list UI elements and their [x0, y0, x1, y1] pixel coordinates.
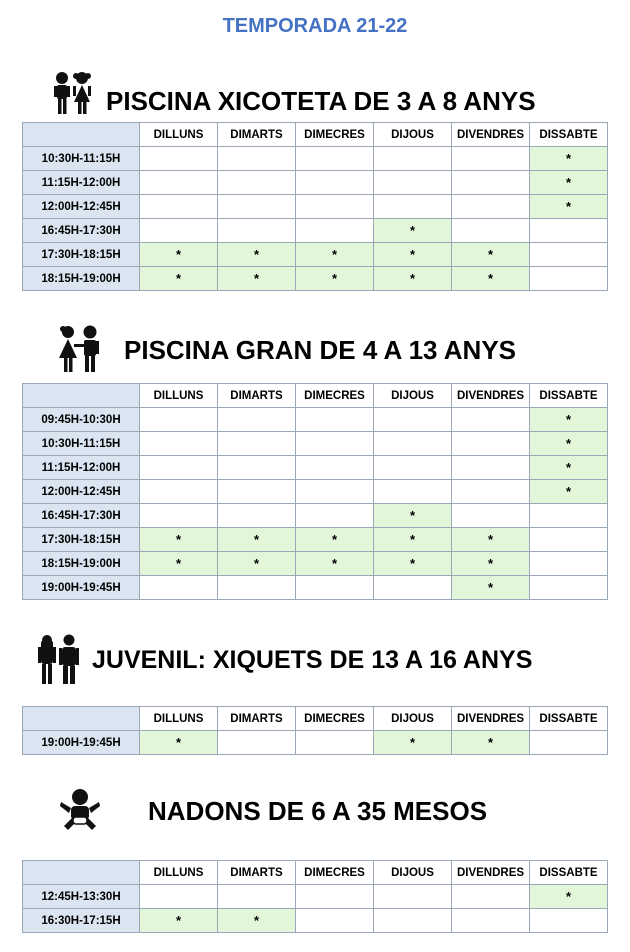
- session-cell: [296, 885, 374, 909]
- session-cell: [296, 576, 374, 600]
- corner-cell: [23, 123, 140, 147]
- day-header: DIJOUS: [374, 707, 452, 731]
- session-cell-active: *: [218, 528, 296, 552]
- session-cell: [452, 885, 530, 909]
- table-row: [23, 552, 608, 576]
- section-title-babies: NADONS DE 6 A 35 MESOS: [148, 796, 488, 826]
- session-cell-active: *: [452, 552, 530, 576]
- session-cell-active: *: [140, 552, 218, 576]
- session-cell-active: *: [374, 243, 452, 267]
- session-cell: [140, 504, 218, 528]
- session-cell: [296, 731, 374, 755]
- table-row: [23, 267, 608, 291]
- session-cell-active: *: [452, 731, 530, 755]
- session-cell: [296, 171, 374, 195]
- session-cell: [452, 147, 530, 171]
- session-cell-active: *: [218, 267, 296, 291]
- session-cell: [218, 219, 296, 243]
- session-cell-active: *: [140, 909, 218, 933]
- table-row: [23, 171, 608, 195]
- session-cell: [452, 504, 530, 528]
- day-header: DISSABTE: [530, 861, 608, 885]
- session-cell: [296, 480, 374, 504]
- time-slot: 09:45H-10:30H: [23, 408, 140, 432]
- kids-holding-hands-icon: [55, 324, 103, 374]
- session-cell: [452, 219, 530, 243]
- day-header: DILLUNS: [140, 123, 218, 147]
- session-cell: [452, 408, 530, 432]
- session-cell: [296, 432, 374, 456]
- session-cell: [140, 480, 218, 504]
- session-cell-active: *: [218, 909, 296, 933]
- session-cell: [530, 243, 608, 267]
- session-cell-active: *: [296, 528, 374, 552]
- time-slot: 19:00H-19:45H: [23, 576, 140, 600]
- children-icon: [52, 70, 94, 116]
- session-cell-active: *: [452, 528, 530, 552]
- session-cell: [530, 552, 608, 576]
- schedule-table-big-pool: [22, 383, 608, 600]
- schedule-table-babies: [22, 860, 608, 933]
- day-header: DIVENDRES: [452, 123, 530, 147]
- session-cell-active: *: [374, 552, 452, 576]
- session-cell-active: *: [374, 219, 452, 243]
- day-header: DIVENDRES: [452, 707, 530, 731]
- schedule-table-youth: [22, 706, 608, 755]
- session-cell-active: *: [374, 528, 452, 552]
- day-header: DIMECRES: [296, 707, 374, 731]
- session-cell: [218, 480, 296, 504]
- session-cell: [218, 885, 296, 909]
- session-cell-active: *: [530, 480, 608, 504]
- session-cell: [530, 219, 608, 243]
- time-slot: 11:15H-12:00H: [23, 171, 140, 195]
- session-cell: [218, 408, 296, 432]
- teens-icon: [36, 634, 82, 686]
- session-cell-active: *: [374, 267, 452, 291]
- session-cell-active: *: [530, 432, 608, 456]
- session-cell: [374, 576, 452, 600]
- session-cell: [530, 528, 608, 552]
- header-row: [23, 861, 608, 885]
- session-cell-active: *: [374, 731, 452, 755]
- day-header: DILLUNS: [140, 861, 218, 885]
- session-cell-active: *: [530, 171, 608, 195]
- table-row: [23, 576, 608, 600]
- session-cell-active: *: [140, 731, 218, 755]
- session-cell-active: *: [530, 456, 608, 480]
- section-title-youth: JUVENIL: XIQUETS DE 13 A 16 ANYS: [92, 646, 533, 674]
- day-header: DIVENDRES: [452, 384, 530, 408]
- session-cell: [218, 147, 296, 171]
- session-cell: [296, 504, 374, 528]
- session-cell-active: *: [530, 147, 608, 171]
- session-cell-active: *: [218, 552, 296, 576]
- day-header: DIVENDRES: [452, 861, 530, 885]
- session-cell: [374, 909, 452, 933]
- session-cell: [296, 219, 374, 243]
- table-row: [23, 243, 608, 267]
- time-slot: 17:30H-18:15H: [23, 528, 140, 552]
- session-cell-active: *: [296, 267, 374, 291]
- time-slot: 19:00H-19:45H: [23, 731, 140, 755]
- session-cell: [218, 456, 296, 480]
- header-row: [23, 123, 608, 147]
- session-cell: [374, 432, 452, 456]
- session-cell: [218, 576, 296, 600]
- table-row: [23, 432, 608, 456]
- table-row: [23, 219, 608, 243]
- day-header: DIMECRES: [296, 861, 374, 885]
- session-cell: [218, 432, 296, 456]
- session-cell: [140, 885, 218, 909]
- session-cell: [296, 909, 374, 933]
- table-row: [23, 147, 608, 171]
- header-row: [23, 707, 608, 731]
- session-cell-active: *: [140, 528, 218, 552]
- corner-cell: [23, 861, 140, 885]
- session-cell-active: *: [530, 885, 608, 909]
- time-slot: 12:00H-12:45H: [23, 195, 140, 219]
- time-slot: 12:45H-13:30H: [23, 885, 140, 909]
- session-cell-active: *: [452, 243, 530, 267]
- session-cell: [530, 731, 608, 755]
- day-header: DIMECRES: [296, 384, 374, 408]
- time-slot: 16:30H-17:15H: [23, 909, 140, 933]
- schedule-table-small-pool: [22, 122, 608, 291]
- day-header: DILLUNS: [140, 707, 218, 731]
- session-cell-active: *: [218, 243, 296, 267]
- table-row: [23, 731, 608, 755]
- session-cell: [374, 885, 452, 909]
- session-cell: [452, 456, 530, 480]
- session-cell: [218, 171, 296, 195]
- day-header: DIJOUS: [374, 123, 452, 147]
- session-cell: [296, 408, 374, 432]
- session-cell: [140, 432, 218, 456]
- session-cell: [296, 456, 374, 480]
- time-slot: 12:00H-12:45H: [23, 480, 140, 504]
- time-slot: 10:30H-11:15H: [23, 432, 140, 456]
- season-title: TEMPORADA 21-22: [222, 15, 408, 37]
- session-cell-active: *: [530, 195, 608, 219]
- table-row: [23, 195, 608, 219]
- time-slot: 11:15H-12:00H: [23, 456, 140, 480]
- table-row: [23, 528, 608, 552]
- session-cell: [530, 576, 608, 600]
- session-cell: [218, 195, 296, 219]
- table-row: [23, 408, 608, 432]
- time-slot: 17:30H-18:15H: [23, 243, 140, 267]
- section-title-big-pool: PISCINA GRAN DE 4 A 13 ANYS: [124, 335, 517, 365]
- baby-icon: [58, 788, 102, 832]
- session-cell: [374, 456, 452, 480]
- session-cell: [530, 909, 608, 933]
- session-cell-active: *: [452, 267, 530, 291]
- corner-cell: [23, 707, 140, 731]
- session-cell: [140, 408, 218, 432]
- session-cell: [452, 171, 530, 195]
- day-header: DIMARTS: [218, 123, 296, 147]
- session-cell-active: *: [296, 243, 374, 267]
- session-cell: [218, 731, 296, 755]
- day-header: DISSABTE: [530, 384, 608, 408]
- session-cell: [140, 171, 218, 195]
- session-cell: [374, 147, 452, 171]
- session-cell: [218, 504, 296, 528]
- session-cell-active: *: [452, 576, 530, 600]
- day-header: DIMARTS: [218, 861, 296, 885]
- session-cell: [140, 147, 218, 171]
- session-cell: [452, 909, 530, 933]
- time-slot: 18:15H-19:00H: [23, 267, 140, 291]
- table-row: [23, 885, 608, 909]
- session-cell-active: *: [140, 267, 218, 291]
- session-cell: [374, 195, 452, 219]
- session-cell-active: *: [530, 408, 608, 432]
- table-row: [23, 456, 608, 480]
- table-row: [23, 909, 608, 933]
- session-cell: [140, 195, 218, 219]
- day-header: DIJOUS: [374, 384, 452, 408]
- day-header: DIMECRES: [296, 123, 374, 147]
- session-cell-active: *: [296, 552, 374, 576]
- session-cell: [452, 195, 530, 219]
- session-cell: [374, 480, 452, 504]
- time-slot: 18:15H-19:00H: [23, 552, 140, 576]
- day-header: DIMARTS: [218, 707, 296, 731]
- day-header: DIJOUS: [374, 861, 452, 885]
- table-row: [23, 504, 608, 528]
- session-cell: [140, 576, 218, 600]
- session-cell: [374, 171, 452, 195]
- time-slot: 16:45H-17:30H: [23, 219, 140, 243]
- day-header: DISSABTE: [530, 707, 608, 731]
- session-cell: [452, 432, 530, 456]
- section-title-small-pool: PISCINA XICOTETA DE 3 A 8 ANYS: [106, 86, 536, 116]
- time-slot: 10:30H-11:15H: [23, 147, 140, 171]
- day-header: DILLUNS: [140, 384, 218, 408]
- session-cell: [140, 219, 218, 243]
- session-cell: [452, 480, 530, 504]
- session-cell: [296, 147, 374, 171]
- header-row: [23, 384, 608, 408]
- session-cell: [530, 267, 608, 291]
- corner-cell: [23, 384, 140, 408]
- session-cell: [530, 504, 608, 528]
- session-cell: [296, 195, 374, 219]
- table-row: [23, 480, 608, 504]
- day-header: DIMARTS: [218, 384, 296, 408]
- day-header: DISSABTE: [530, 123, 608, 147]
- session-cell: [140, 456, 218, 480]
- session-cell-active: *: [140, 243, 218, 267]
- time-slot: 16:45H-17:30H: [23, 504, 140, 528]
- session-cell: [374, 408, 452, 432]
- session-cell-active: *: [374, 504, 452, 528]
